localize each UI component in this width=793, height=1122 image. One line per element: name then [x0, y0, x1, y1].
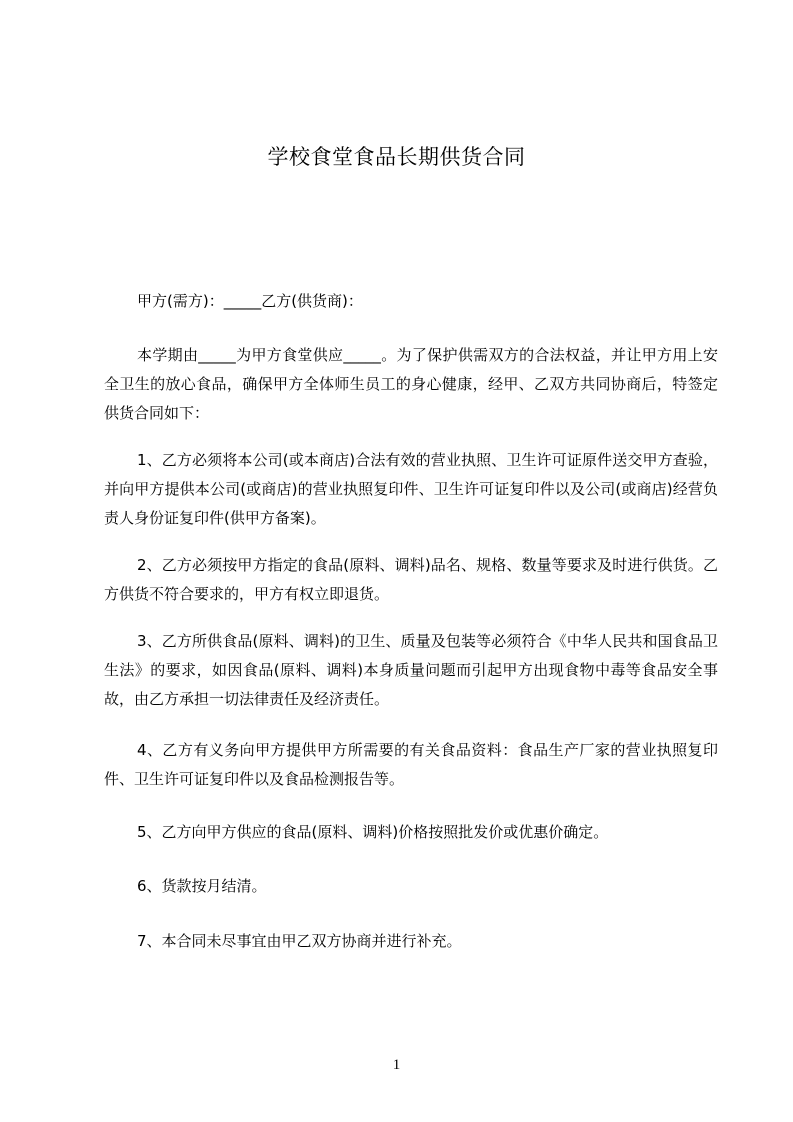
parties-line: 甲方(需方)：_____乙方(供货商)： [137, 292, 363, 310]
document-title: 学校食堂食品长期供货合同 [267, 145, 526, 169]
intro-paragraph: 本学期由_____为甲方食堂供应_____。为了保护供需双方的合法权益，并让甲方用上安全卫生的放心食品，确保甲方全体师生员工的身心健康，经甲、乙双方共同协商后，特签定供货合同如下： [104, 346, 718, 422]
page-number: 1 [392, 1057, 401, 1073]
clause-3: 3、乙方所供食品(原料、调料)的卫生、质量及包装等必须符合《中华人民共和国食品卫生法》的要求，如因食品(原料、调料)本身质量问题而引起甲方出现食物中毒等食品安全事故，由乙方承担一切法律责任及经济责任。 [104, 632, 718, 708]
clause-4: 4、乙方有义务向甲方提供甲方所需要的有关食品资料：食品生产厂家的营业执照复印件、卫生许可证复印件以及食品检测报告等。 [104, 741, 718, 788]
clause-6: 6、货款按月结清。 [137, 877, 267, 895]
clause-5: 5、乙方向甲方供应的食品(原料、调料)价格按照批发价或优惠价确定。 [137, 823, 609, 841]
clause-1: 1、乙方必须将本公司(或本商店)合法有效的营业执照、卫生许可证原件送交甲方查验，并向甲方提供本公司(或商店)的营业执照复印件、卫生许可证复印件以及公司(或商店)经营负责人身份证复印件(供甲方备案)。 [104, 451, 718, 527]
clause-2: 2、乙方必须按甲方指定的食品(原料、调料)品名、规格、数量等要求及时进行供货。乙方供货不符合要求的，甲方有权立即退货。 [104, 556, 718, 603]
clause-7: 7、本合同未尽事宜由甲乙双方协商并进行补充。 [137, 932, 462, 950]
